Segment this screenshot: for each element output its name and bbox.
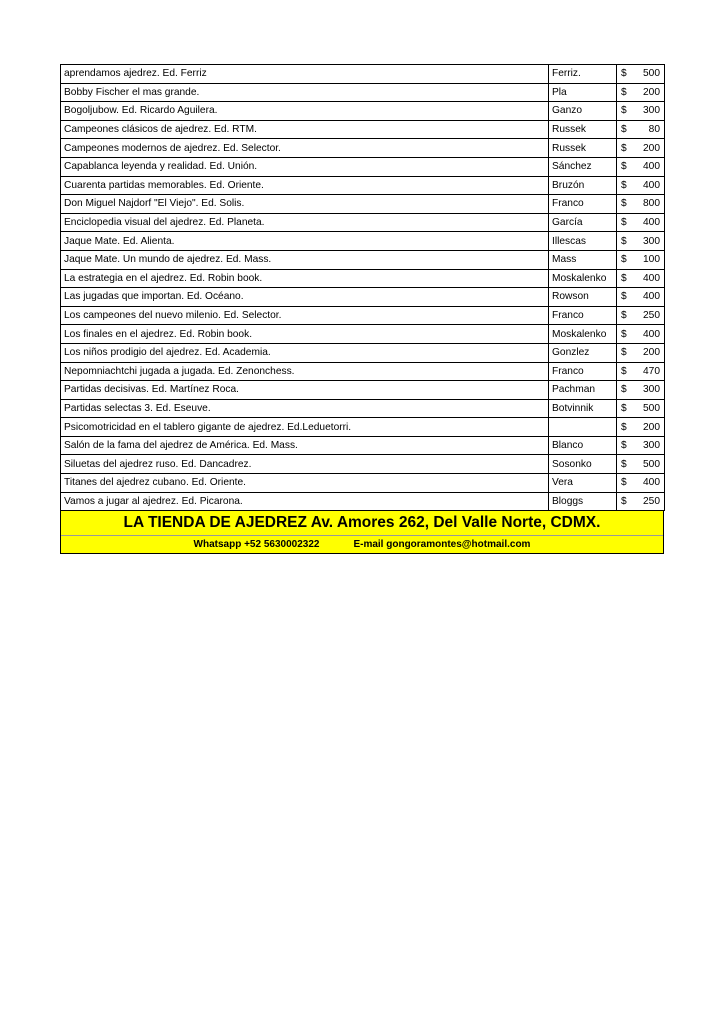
currency-symbol: $ [621,86,627,98]
book-price [617,325,665,344]
price-amount: 100 [643,254,660,266]
price-amount: 400 [643,291,660,303]
book-title: Salón de la fama del ajedrez de América. Ed. Mass. [61,436,549,455]
table-row [61,399,665,418]
price-amount: 250 [643,495,660,507]
book-author: Franco [549,195,617,214]
book-price [617,492,665,511]
store-address: LA TIENDA DE AJEDREZ Av. Amores 262, Del Valle Norte, CDMX. [61,511,663,536]
table-row [61,213,665,232]
currency-symbol: $ [621,384,627,396]
currency-symbol: $ [621,310,627,322]
table-row [61,195,665,214]
book-title: Las jugadas que importan. Ed. Océano. [61,288,549,307]
currency-symbol: $ [621,68,627,80]
price-amount: 300 [643,105,660,117]
book-author: Ganzo [549,102,617,121]
book-author: Illescas [549,232,617,251]
price-amount: 200 [643,347,660,359]
book-price [617,474,665,493]
book-author: Pachman [549,381,617,400]
price-list-sheet [60,64,664,554]
book-author: Moskalenko [549,325,617,344]
book-author: Botvinnik [549,399,617,418]
book-title: Cuarenta partidas memorables. Ed. Oriente. [61,176,549,195]
book-title: La estrategia en el ajedrez. Ed. Robin book. [61,269,549,288]
price-amount: 400 [643,179,660,191]
book-price [617,399,665,418]
currency-symbol: $ [621,365,627,377]
price-amount: 80 [648,124,660,136]
book-author: Russek [549,139,617,158]
book-title: Partidas decisivas. Ed. Martínez Roca. [61,381,549,400]
book-price [617,120,665,139]
price-amount: 500 [643,68,660,80]
table-row [61,250,665,269]
book-price [617,343,665,362]
price-amount: 250 [643,310,660,322]
book-title: Siluetas del ajedrez ruso. Ed. Dancadrez. [61,455,549,474]
price-amount: 500 [643,458,660,470]
book-price [617,195,665,214]
price-amount: 300 [643,235,660,247]
book-price [617,306,665,325]
book-price [617,139,665,158]
book-author: Pla [549,83,617,102]
book-price-table [60,64,665,511]
price-amount: 200 [643,142,660,154]
book-title: Los niños prodigio del ajedrez. Ed. Academia. [61,343,549,362]
book-author: Ferriz. [549,65,617,84]
table-row [61,492,665,511]
book-title: Partidas selectas 3. Ed. Eseuve. [61,399,549,418]
table-row [61,139,665,158]
book-title: Bobby Fischer el mas grande. [61,83,549,102]
currency-symbol: $ [621,142,627,154]
currency-symbol: $ [621,291,627,303]
currency-symbol: $ [621,458,627,470]
book-price [617,418,665,437]
book-author: Rowson [549,288,617,307]
book-price [617,102,665,121]
book-title: Los finales en el ajedrez. Ed. Robin book. [61,325,549,344]
table-row [61,362,665,381]
book-title: aprendamos ajedrez. Ed. Ferriz [61,65,549,84]
book-title: Jaque Mate. Un mundo de ajedrez. Ed. Mass. [61,250,549,269]
book-title: Los campeones del nuevo milenio. Ed. Selector. [61,306,549,325]
price-amount: 300 [643,384,660,396]
store-footer [60,511,664,554]
book-author: Franco [549,362,617,381]
book-author: Sánchez [549,157,617,176]
price-amount: 400 [643,272,660,284]
book-author: Mass [549,250,617,269]
currency-symbol: $ [621,421,627,433]
book-price [617,232,665,251]
book-title: Nepomniachtchi jugada a jugada. Ed. Zenonchess. [61,362,549,381]
currency-symbol: $ [621,328,627,340]
table-row [61,288,665,307]
price-amount: 200 [643,421,660,433]
price-amount: 800 [643,198,660,210]
currency-symbol: $ [621,198,627,210]
book-title: Capablanca leyenda y realidad. Ed. Unión. [61,157,549,176]
currency-symbol: $ [621,272,627,284]
book-author: Bloggs [549,492,617,511]
book-price [617,269,665,288]
book-price [617,176,665,195]
table-row [61,381,665,400]
price-amount: 400 [643,328,660,340]
book-author: Bruzón [549,176,617,195]
currency-symbol: $ [621,402,627,414]
book-price [617,250,665,269]
currency-symbol: $ [621,254,627,266]
book-title: Bogoljubow. Ed. Ricardo Aguilera. [61,102,549,121]
currency-symbol: $ [621,495,627,507]
currency-symbol: $ [621,440,627,452]
table-row [61,232,665,251]
table-row [61,306,665,325]
currency-symbol: $ [621,477,627,489]
book-price [617,213,665,232]
book-price [617,83,665,102]
table-row [61,269,665,288]
currency-symbol: $ [621,347,627,359]
email-address: E-mail gongoramontes@hotmail.com [353,539,531,551]
book-rows [61,65,665,511]
book-author: Blanco [549,436,617,455]
book-title: Don Miguel Najdorf "El Viejo". Ed. Solis. [61,195,549,214]
book-price [617,362,665,381]
currency-symbol: $ [621,217,627,229]
table-row [61,343,665,362]
table-row [61,436,665,455]
currency-symbol: $ [621,235,627,247]
book-price [617,381,665,400]
book-author: García [549,213,617,232]
book-title: Campeones clásicos de ajedrez. Ed. RTM. [61,120,549,139]
table-row [61,102,665,121]
table-row [61,176,665,195]
book-title: Jaque Mate. Ed. Alienta. [61,232,549,251]
book-author: Vera [549,474,617,493]
table-row [61,474,665,493]
table-row [61,418,665,437]
book-price [617,65,665,84]
book-author: Russek [549,120,617,139]
currency-symbol: $ [621,179,627,191]
book-author [549,418,617,437]
book-title: Titanes del ajedrez cubano. Ed. Oriente. [61,474,549,493]
book-price [617,455,665,474]
table-row [61,455,665,474]
price-amount: 400 [643,217,660,229]
table-row [61,157,665,176]
book-author: Gonzlez [549,343,617,362]
book-price [617,288,665,307]
price-amount: 470 [643,365,660,377]
book-title: Vamos a jugar al ajedrez. Ed. Picarona. [61,492,549,511]
book-author: Sosonko [549,455,617,474]
price-amount: 200 [643,86,660,98]
book-price [617,436,665,455]
book-title: Enciclopedia visual del ajedrez. Ed. Planeta. [61,213,549,232]
book-author: Franco [549,306,617,325]
price-amount: 500 [643,402,660,414]
table-row [61,120,665,139]
book-title: Psicomotricidad en el tablero gigante de ajedrez. Ed.Leduetorri. [61,418,549,437]
whatsapp-number: Whatsapp +52 5630002322 [193,539,320,551]
store-contact [61,536,663,553]
currency-symbol: $ [621,105,627,117]
currency-symbol: $ [621,124,627,136]
table-row [61,83,665,102]
book-price [617,157,665,176]
table-row [61,325,665,344]
book-title: Campeones modernos de ajedrez. Ed. Selector. [61,139,549,158]
table-row [61,65,665,84]
price-amount: 300 [643,440,660,452]
price-amount: 400 [643,161,660,173]
book-author: Moskalenko [549,269,617,288]
price-amount: 400 [643,477,660,489]
currency-symbol: $ [621,161,627,173]
